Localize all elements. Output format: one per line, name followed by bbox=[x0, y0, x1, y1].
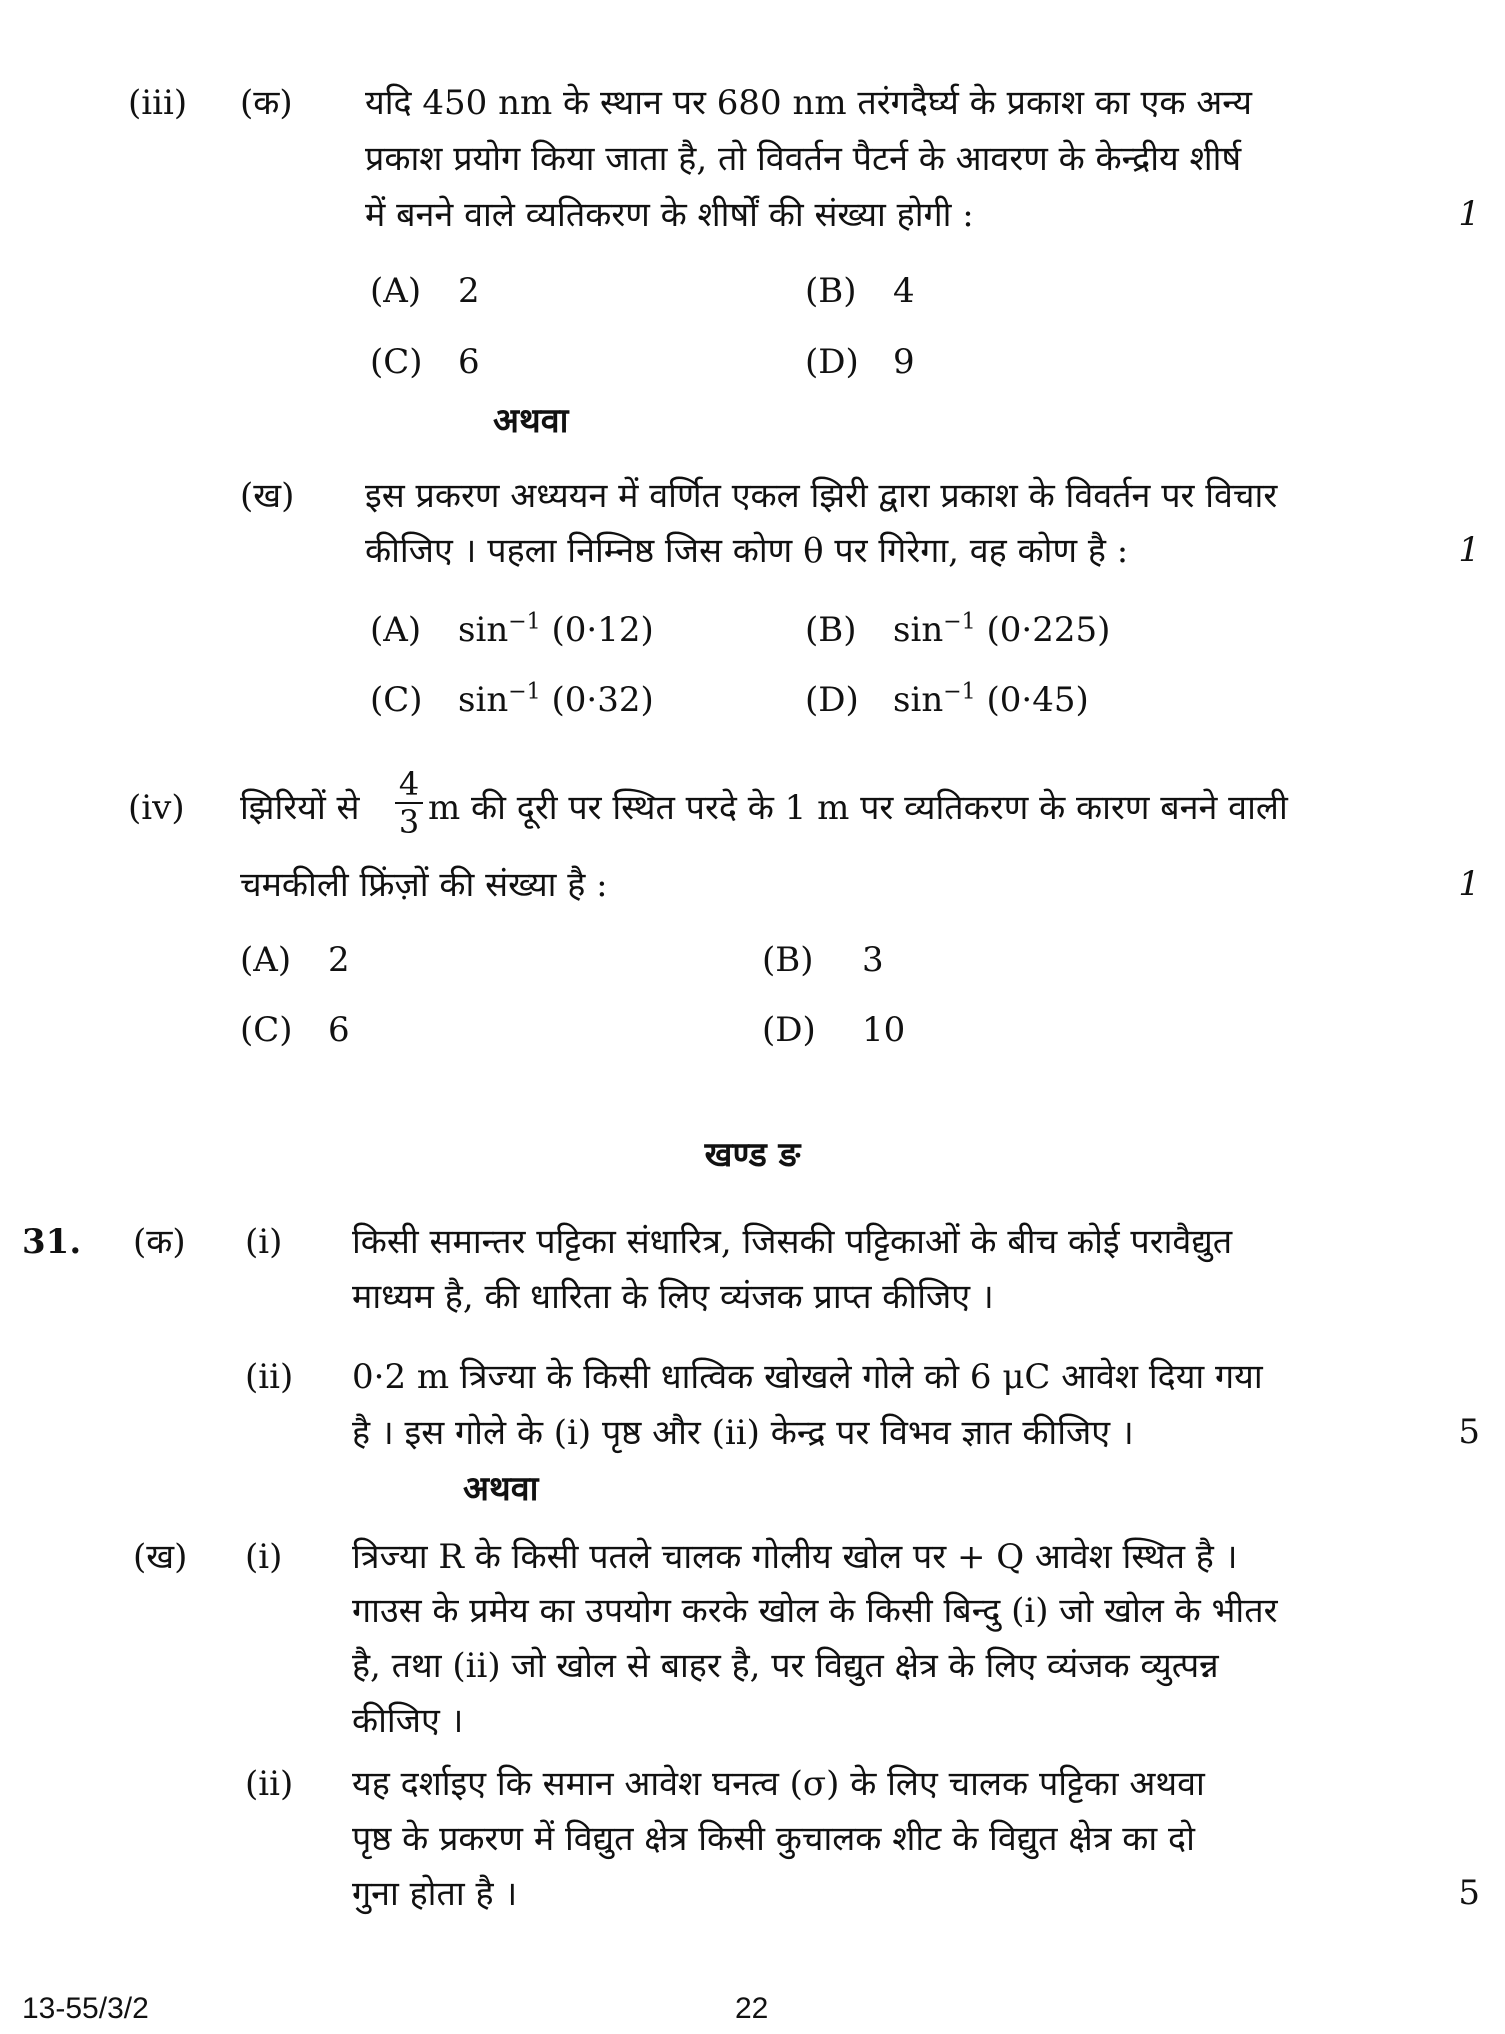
q31-ka-ii-label: (ii) bbox=[245, 1357, 294, 1397]
q-iii-ka-option-b: (B) 4 bbox=[805, 271, 915, 311]
q-iii-or-label: अथवा bbox=[493, 401, 569, 441]
q31-kha-ii-label: (ii) bbox=[245, 1764, 294, 1804]
q31-kha-i-line1: त्रिज्या R के किसी पतले चालक गोलीय खोल पर + Q आवेश स्थित है । bbox=[352, 1537, 1238, 1577]
q-iii-ka-marks: 1 bbox=[1458, 194, 1480, 234]
q-iv-option-d: (D) 10 bbox=[762, 1010, 906, 1050]
q31-ka-i-label: (i) bbox=[245, 1222, 283, 1262]
q-iv-marks: 1 bbox=[1458, 864, 1480, 904]
footer-code: 13-55/3/2 bbox=[22, 1992, 149, 2025]
q-iii-kha-label: (ख) bbox=[240, 476, 295, 516]
q31-or-label: अथवा bbox=[463, 1469, 539, 1509]
q31-kha-i-line2: गाउस के प्रमेय का उपयोग करके खोल के किसी बिन्दु (i) जो खोल के भीतर bbox=[352, 1591, 1278, 1631]
q31-ka-label: (क) bbox=[133, 1222, 186, 1262]
section-title: खण्ड ङ bbox=[704, 1135, 801, 1175]
q-iii-label: (iii) bbox=[128, 83, 188, 123]
q31-ka-i-line2: माध्यम है, की धारिता के लिए व्यंजक प्राप्त कीजिए । bbox=[352, 1277, 994, 1317]
q-iii-ka-option-c: (C) 6 bbox=[370, 342, 480, 382]
q31-number: 31. bbox=[22, 1222, 82, 1262]
q-iv-option-a: (A) 2 bbox=[240, 940, 350, 980]
q31-kha-i-line3: है, तथा (ii) जो खोल से बाहर है, पर विद्युत क्षेत्र के लिए व्यंजक व्युत्पन्न bbox=[352, 1646, 1219, 1686]
q-iii-kha-option-b: (B) $\sin^{-1} (0\cdot 225)$ bbox=[805, 609, 1111, 650]
q-iii-ka-option-a: (A) 2 bbox=[370, 271, 480, 311]
q31-kha-i-line4: कीजिए । bbox=[352, 1701, 464, 1741]
q-iii-kha-marks: 1 bbox=[1458, 530, 1480, 570]
q31-kha-marks: 5 bbox=[1458, 1873, 1480, 1913]
q31-kha-ii-line1: यह दर्शाइए कि समान आवेश घनत्व (σ) के लिए चालक पट्टिका अथवा bbox=[352, 1764, 1205, 1804]
q-iii-kha-option-a: (A) $\sin^{-1} (0\cdot 12)$ bbox=[370, 609, 654, 650]
fraction-denominator: 3 bbox=[398, 803, 420, 841]
q-iii-kha-option-d: (D) $\sin^{-1} (0\cdot 45)$ bbox=[805, 679, 1089, 720]
q-iv-line1-b: m की दूरी पर स्थित परदे के 1 m पर व्यतिकरण के कारण बनने वाली bbox=[428, 788, 1288, 828]
q31-kha-ii-line2: पृष्ठ के प्रकरण में विद्युत क्षेत्र किसी कुचालक शीट के विद्युत क्षेत्र का दो bbox=[352, 1819, 1195, 1859]
q-iii-kha-line1: इस प्रकरण अध्ययन में वर्णित एकल झिरी द्वारा प्रकाश के विवर्तन पर विचार bbox=[365, 476, 1278, 516]
q-iii-kha-option-c: (C) $\sin^{-1} (0\cdot 32)$ bbox=[370, 679, 654, 720]
q-iii-ka-line3: में बनने वाले व्यतिकरण के शीर्षों की संख्या होगी : bbox=[365, 195, 974, 235]
q-iii-ka-label: (क) bbox=[240, 83, 293, 123]
q-iii-ka-line1: यदि 450 nm के स्थान पर 680 nm तरंगदैर्घ्य के प्रकाश का एक अन्य bbox=[365, 83, 1252, 123]
q-iii-ka-option-d: (D) 9 bbox=[805, 342, 915, 382]
page-number: 22 bbox=[735, 1992, 769, 2025]
q-iii-kha-line2: कीजिए । पहला निम्निष्ठ जिस कोण θ पर गिरेगा, वह कोण है : bbox=[365, 531, 1129, 571]
q31-ka-i-line1: किसी समान्तर पट्टिका संधारित्र, जिसकी पट्टिकाओं के बीच कोई परावैद्युत bbox=[352, 1222, 1233, 1262]
q-iv-line1-a: झिरियों से bbox=[240, 788, 360, 828]
q-iv-line2: चमकीली फ्रिंज़ों की संख्या है : bbox=[240, 865, 608, 905]
q-iv-option-c: (C) 6 bbox=[240, 1010, 350, 1050]
q31-kha-ii-line3: गुना होता है । bbox=[352, 1874, 518, 1914]
q-iv-option-b: (B) 3 bbox=[762, 940, 884, 980]
q31-kha-label: (ख) bbox=[133, 1537, 188, 1577]
q31-kha-i-label: (i) bbox=[245, 1537, 283, 1577]
q31-ka-ii-line2: है । इस गोले के (i) पृष्ठ और (ii) केन्द्र पर विभव ज्ञात कीजिए । bbox=[352, 1413, 1134, 1453]
q-iv-fraction bbox=[395, 766, 423, 840]
fraction-numerator: 4 bbox=[395, 766, 423, 804]
q31-ka-ii-line1: 0·2 m त्रिज्या के किसी धात्विक खोखले गोले को 6 μC आवेश दिया गया bbox=[352, 1357, 1263, 1397]
q-iv-label: (iv) bbox=[128, 788, 185, 828]
q31-ka-marks: 5 bbox=[1458, 1412, 1480, 1452]
q-iii-ka-line2: प्रकाश प्रयोग किया जाता है, तो विवर्तन पैटर्न के आवरण के केन्द्रीय शीर्ष bbox=[365, 139, 1242, 179]
